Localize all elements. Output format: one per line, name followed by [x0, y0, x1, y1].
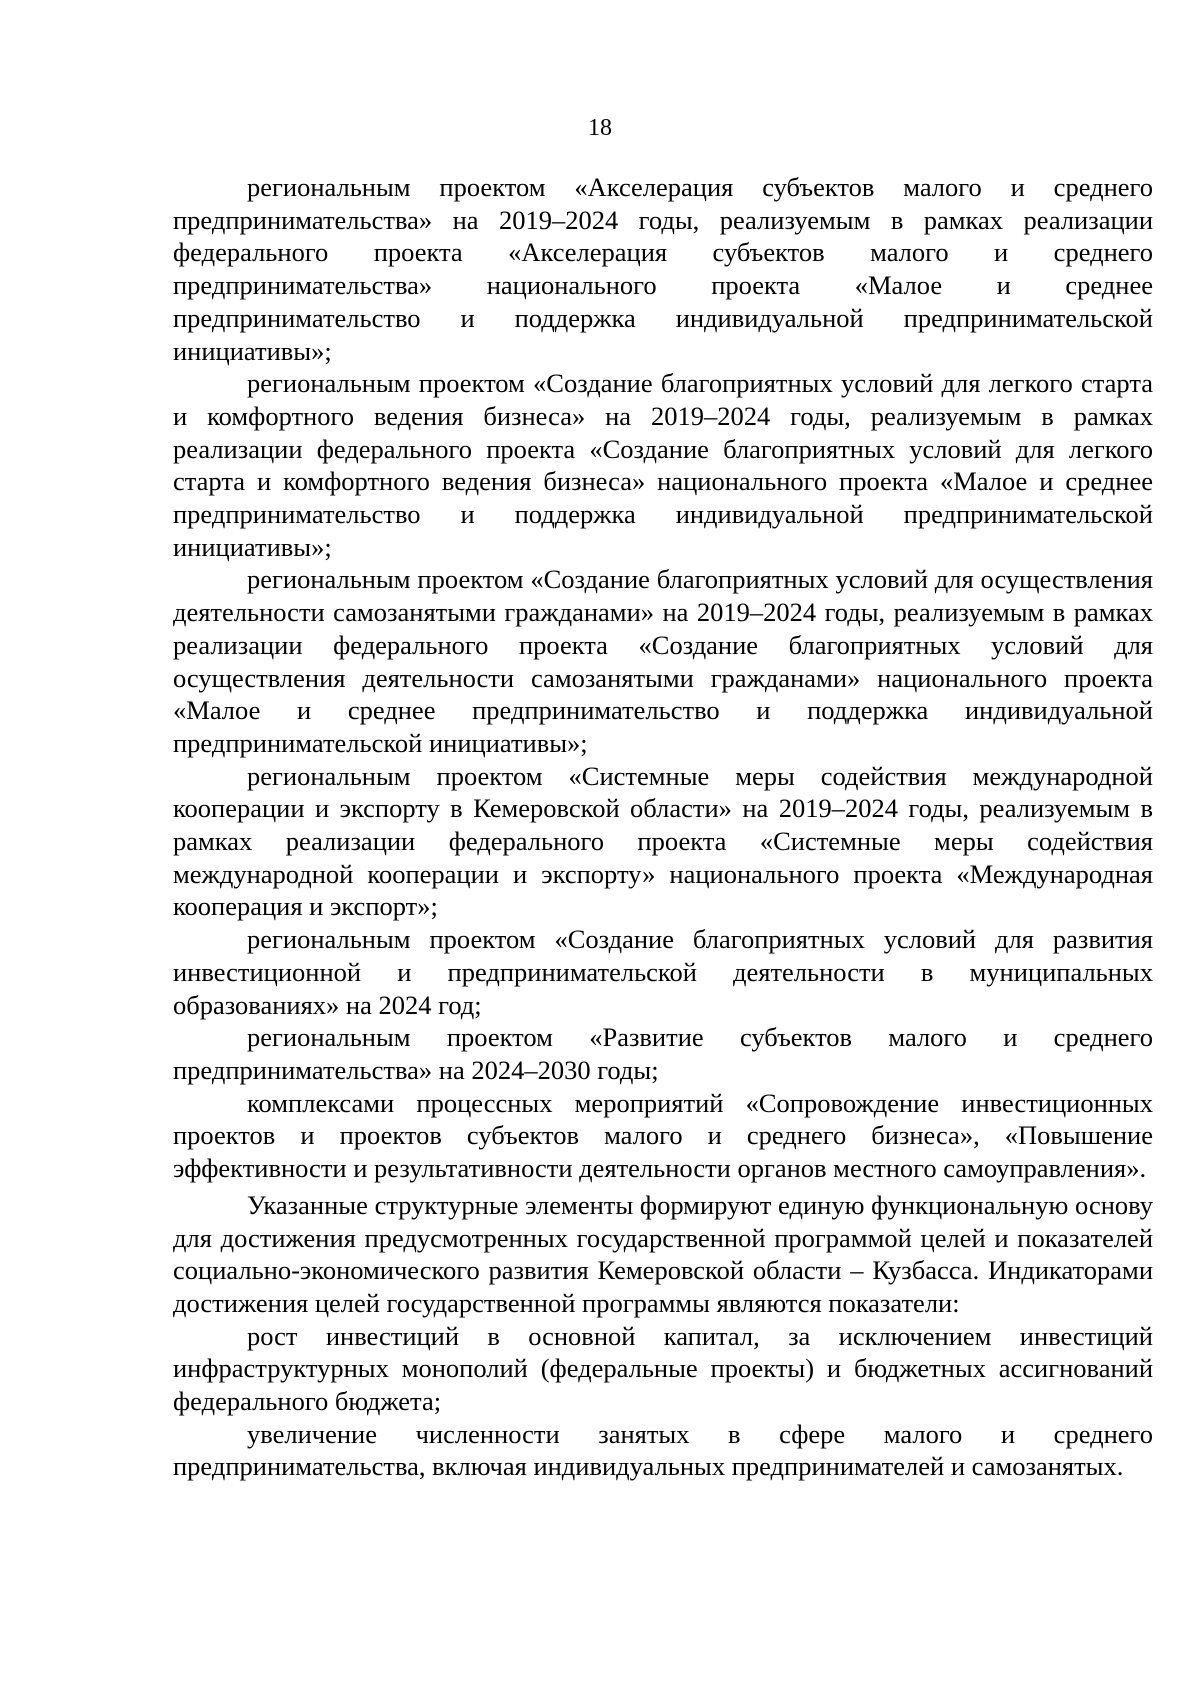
- paragraph-project-export: региональным проектом «Системные меры содействия международной кооперации и экспорту в Кемеровской области» на 2019–2024 годы, реализуемым в рамках реализации федерального проекта «Системные меры содействия международной кооперации и экспорту» национального проекта «Международная кооперация и экспорт»;: [173, 760, 1153, 922]
- paragraph-indicator-employment: увеличение численности занятых в сфере малого и среднего предпринимательства, включая индивидуальных предпринимателей и самозанятых.: [173, 1418, 1153, 1482]
- paragraph-project-easy-start: региональным проектом «Создание благоприятных условий для легкого старта и комфортного ведения бизнеса» на 2019–2024 годы, реализуемым в рамках реализации федерального проекта «Создание благоприятных условий для легкого старта и комфортного ведения бизнеса» национального проекта «Малое и среднее предпринимательство и поддержка индивидуальной предпринимательской инициативы»;: [173, 368, 1153, 562]
- paragraph-project-municipal-investment: региональным проектом «Создание благоприятных условий для развития инвестиционной и предпринимательской деятельности в муниципальных образованиях» на 2024 год;: [173, 924, 1153, 1020]
- paragraph-structural-elements: Указанные структурные элементы формируют единую функциональную основу для достижения предусмотренных государственной программой целей и показателей социально-экономического развития Кемеровской области – Кузбасса. Индикаторами достижения целей государственной программы являются показатели:: [173, 1189, 1153, 1318]
- paragraph-indicator-investment: рост инвестиций в основной капитал, за исключением инвестиций инфраструктурных монополий (федеральные проекты) и бюджетных ассигнований федерального бюджета;: [173, 1320, 1153, 1417]
- paragraph-project-self-employed: региональным проектом «Создание благоприятных условий для осуществления деятельности самозанятыми гражданами» на 2019–2024 годы, реализуемым в рамках реализации федерального проекта «Создание благоприятных условий для осуществления деятельности самозанятыми гражданами» национального проекта «Малое и среднее предпринимательство и поддержка индивидуальной предпринимательской инициативы»;: [173, 564, 1153, 758]
- paragraph-project-sme-development: региональным проектом «Развитие субъектов малого и среднего предпринимательства» на 2024–2030 годы;: [173, 1022, 1153, 1085]
- paragraph-process-activities: комплексами процессных мероприятий «Сопровождение инвестиционных проектов и проектов субъектов малого и среднего бизнеса», «Повышение эффективности и результативности деятельности органов местного самоуправления».: [173, 1087, 1153, 1184]
- paragraph-project-acceleration: региональным проектом «Акселерация субъектов малого и среднего предпринимательства» на 2019–2024 годы, реализуемым в рамках реализации федерального проекта «Акселерация субъектов малого и среднего предпринимательства» национального проекта «Малое и среднее предпринимательство и поддержка индивидуальной предпринимательской инициативы»;: [173, 172, 1153, 366]
- page-number: 18: [588, 115, 612, 141]
- document-body: [173, 171, 1153, 1483]
